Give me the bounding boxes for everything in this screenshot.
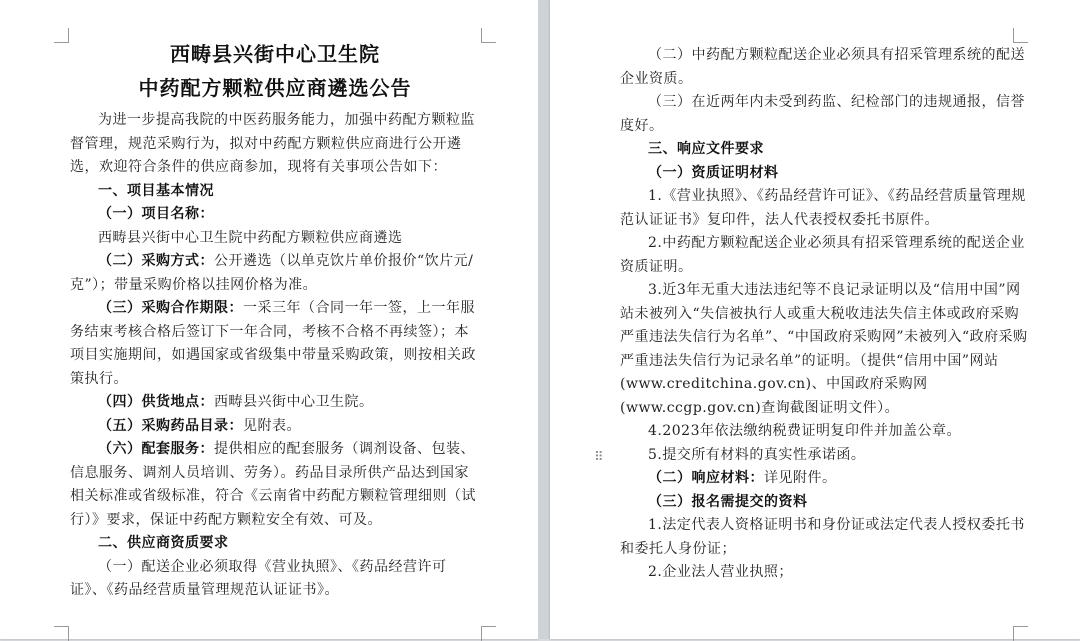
doc-title-line2: 中药配方颗粒供应商遴选公告 [138,76,412,100]
response-2-label: （二）响应材料： [648,470,764,486]
margin-mark-top-right [481,28,496,43]
section-3-heading: 三、响应文件要求 [648,141,764,157]
item-6-value: 提供相应的配套服务（调剂设备、包装、信息服务、调剂人员培训、劳务）。药品目录所供产品达到国家相关标准或省级标准，符合《云南省中药配方颗粒管理细则（试行）》要求，保证中药配方颗粒安全有效、可及。 [70,441,476,528]
response-2-value: 详见附件。 [764,470,837,486]
section-2-heading: 二、供应商资质要求 [98,535,229,551]
item-2-label: （二）采购方式： [98,253,214,269]
item-3-value: 一采三年（合同一年一签，上一年服务结束考核合格后签订下一年合同，考核不合格不再续签）；本项目实施期间，如遇国家或省级集中带量采购政策，则按相关政策执行。 [70,300,476,387]
margin-mark-top-right-2 [1013,28,1028,43]
item-4-value: 西畴县兴街中心卫生院。 [214,394,374,410]
qualification-3: （三）在近两年内未受到药监、纪检部门的违规通报，信誉度好。 [620,94,1025,134]
response-1-item-4: 4.2023年依法缴纳税费证明复印件并加盖公章。 [648,423,961,439]
response-2 [620,467,1030,491]
section-1-heading: 一、项目基本情况 [98,182,214,199]
item-5-value: 见附表。 [243,417,301,434]
item-5 [70,415,480,439]
qualification-2: （二）中药配方颗粒配送企业必须具有招采管理系统的配送企业资质。 [620,47,1025,87]
item-4-label: （四）供货地点： [98,394,214,410]
item-6 [70,438,480,532]
qualification-1: （一）配送企业必须取得《营业执照》、《药品经营许可证》、《药品经营质量管理规范认证证书》。 [70,558,447,598]
left-page-content [70,37,480,603]
response-1-heading: （一）资质证明材料 [648,164,779,181]
move-handle-icon[interactable]: ⠿ [594,450,604,465]
right-page-content [620,44,1030,585]
response-3-item-2: 2.企业法人营业执照； [648,564,793,580]
item-5-label: （五）采购药品目录： [98,417,243,434]
item-6-label: （六）配套服务： [98,441,214,457]
item-1 [70,203,480,227]
item-3 [70,297,480,391]
item-1-value: 西畴县兴街中心卫生院中药配方颗粒供应商遴选 [98,229,403,246]
item-4 [70,391,480,415]
page-gutter [538,0,550,639]
intro-paragraph: 为进一步提高我院的中医药服务能力，加强中药配方颗粒监督管理，规范采购行为，拟对中药配方颗粒供应商进行公开遴选，欢迎符合条件的供应商参加，现将有关事项公告如下： [70,112,475,175]
item-1-label: （一）项目名称： [98,206,214,222]
document-page-right [550,0,1080,639]
response-3-heading: （三）报名需提交的资料 [648,493,808,510]
margin-mark-top-left [54,28,69,43]
response-1-item-2: 2.中药配方颗粒配送企业必须具有招采管理系统的配送企业资质证明。 [620,235,1025,275]
document-page-left [0,0,538,639]
doc-title-line1: 西畴县兴街中心卫生院 [170,42,380,66]
response-1-item-3: 3.近3年无重大违法违纪等不良记录证明以及“信用中国”网站未被列入“失信被执行人或重大税收违法失信主体或政府采购严重违法失信行为名单”、“中国政府采购网”未被列入“政府采购严重违法失信行为记录名单”的证明。（提供“信用中国”网站(www.creditchina.gov.cn)、中国政府采购网(www.ccgp.gov.cn)查询截图证明文件）。 [620,282,1028,416]
item-2 [70,250,480,297]
response-3-item-1: 1.法定代表人资格证明书和身份证或法定代表人授权委托书和委托人身份证； [620,517,1025,557]
response-1-item-5: 5.提交所有材料的真实性承诺函。 [648,446,866,463]
item-2-value: 公开遴选（以单克饮片单价报价“饮片元/克”）；带量采购价格以挂网价格为准。 [70,253,474,293]
response-1-item-1: 1.《营业执照》、《药品经营许可证》、《药品经营质量管理规范认证证书》复印件，法人代表授权委托书原件。 [620,188,1026,228]
item-3-label: （三）采购合作期限： [98,300,243,316]
